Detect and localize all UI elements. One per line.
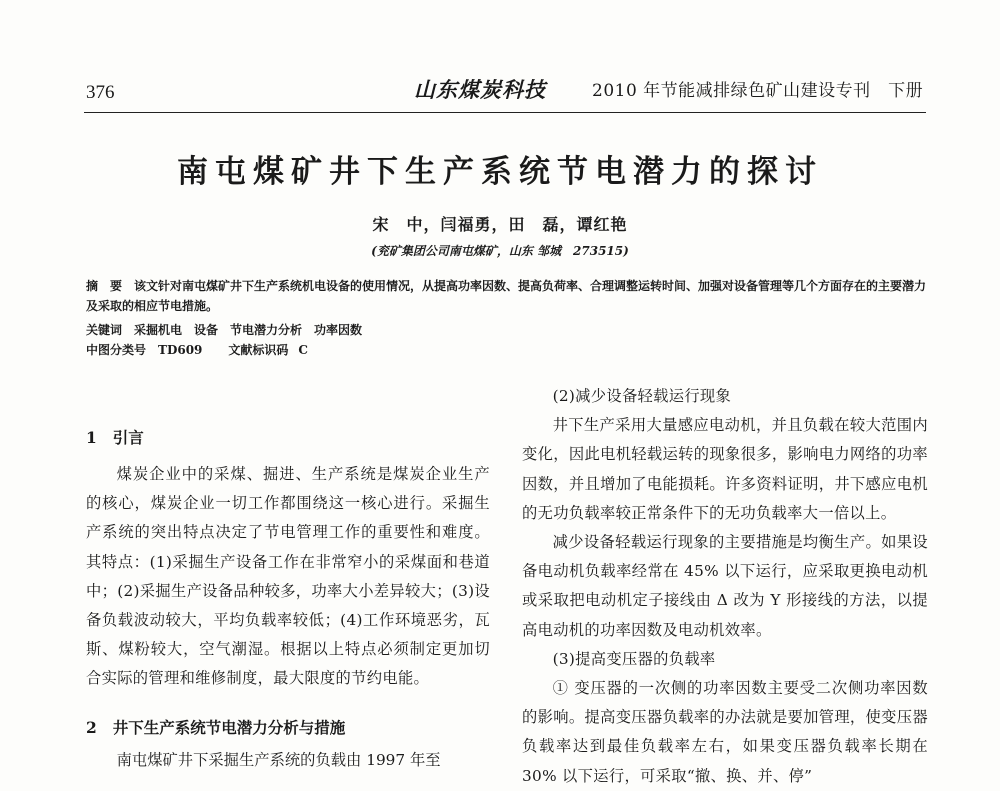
article-title: 南屯煤矿井下生产系统节电潜力的探讨 (177, 154, 823, 190)
section-1-number: 1 (86, 428, 97, 447)
section-2-title: 井下生产系统节电潜力分析与措施 (112, 718, 346, 737)
article-authors: 宋 中，闫福勇，田 磊，谭红艳 (372, 215, 628, 234)
subsection-2-paragraph-2: 减少设备轻载运行现象的主要措施是均衡生产。如果设备电动机负载率经常在 45% 以下运行，应采取更换电动机或采取把电动机定子接线由 Δ 改为 Y 形接线的方法，以提高电动机的功率因数及电动机效率。 (522, 533, 928, 639)
section-1-heading (86, 426, 144, 448)
section-1-paragraph: 煤炭企业中的采煤、掘进、生产系统是煤炭企业生产的核心，煤炭企业一切工作都围绕这一核心进行。采掘生产系统的突出特点决定了节电管理工作的重要性和难度。其特点：(1)采掘生产设备工作在非常窄小的采煤面和巷道中；(2)采掘生产设备品种较多，功率大小差异较大；(3)设备负载波动较大，平均负载率较低；(4)工作环境恶劣，瓦斯、煤粉较大，空气潮湿。根据以上特点必须制定更加切合实际的管理和维修制度，最大限度的节约电能。 (86, 465, 490, 688)
page-number: 376 (86, 82, 115, 103)
doc-label: 文献标识码 (228, 343, 289, 357)
keywords (86, 320, 362, 340)
author-affiliation: (兖矿集团公司南屯煤矿，山东 邹城 273515) (371, 244, 629, 258)
keywords-text: 采掘机电 设备 节电潜力分析 功率因数 (134, 323, 363, 337)
issue-label: 2010 年节能减排绿色矿山建设专刊 下册 (592, 81, 924, 101)
journal-logo: 山东煤炭科技 (414, 77, 546, 102)
doc-code: C (298, 343, 308, 357)
subsection-2-paragraph-1: 井下生产采用大量感应电动机，并且负载在较大范围内变化，因此电机轻载运转的现象很多，影响电力网络的功率因数，并且增加了电能损耗。许多资料证明，井下感应电机的无功负载率较正常条件下的无功负载率大一倍以上。 (522, 416, 928, 522)
subsection-3-title: (3)提高变压器的负载率 (552, 649, 716, 668)
left-column (86, 460, 490, 694)
abstract-text: 该文针对南屯煤矿井下生产系统机电设备的使用情况，从提高功率因数、提高负荷率、合理调整运转时间、加强对设备管理等几个方面存在的主要潜力及采取的相应节电措施。 (86, 279, 927, 313)
subsection-3-paragraph: ① 变压器的一次侧的功率因数主要受二次侧功率因数的影响。提高变压器负载率的办法就是要加管理，使变压器负载率达到最佳负载率左右，如果变压器负载率长期在 30% 以下运行，可采取“撤、换、并、停” (522, 679, 928, 785)
section-2-cut-line: 南屯煤矿井下采掘生产系统的负载由 1997 年至 (116, 751, 441, 769)
class-code: TD609 (158, 343, 203, 357)
keywords-label: 关键词 (86, 323, 123, 337)
section-2-heading (86, 716, 345, 738)
section-1-title: 引言 (112, 428, 144, 447)
classification (86, 340, 308, 360)
header-rule (84, 112, 926, 113)
subsection-2-title: (2)减少设备轻载运行现象 (552, 387, 732, 405)
abstract (86, 276, 932, 316)
section-2-number: 2 (86, 718, 97, 737)
abstract-label: 摘 要 (86, 279, 123, 293)
class-label: 中图分类号 (86, 343, 147, 357)
right-column (522, 382, 928, 791)
